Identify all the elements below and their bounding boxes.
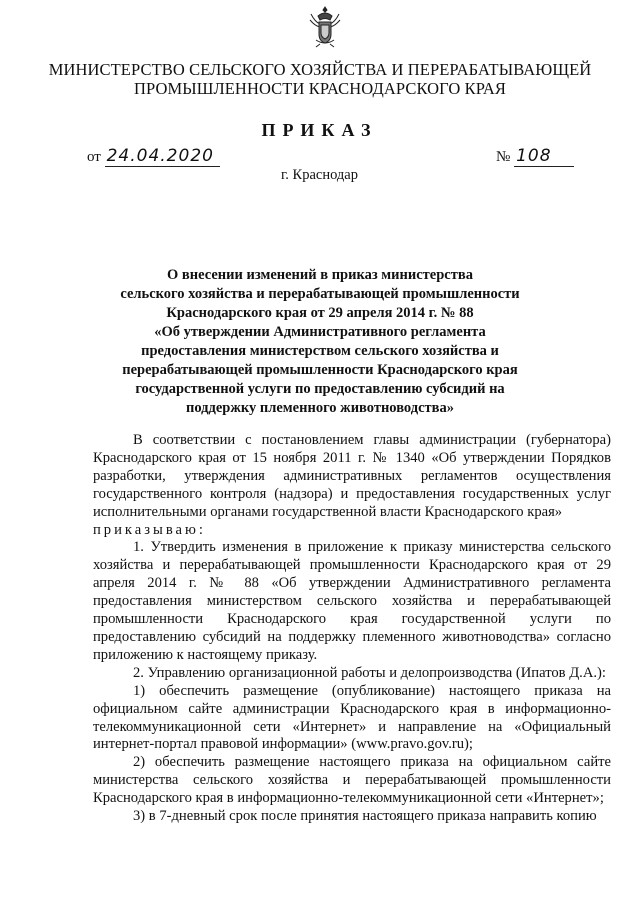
city: г. Краснодар xyxy=(280,167,358,183)
paragraph-2-3: 3) в 7-дневный срок после принятия настоящего приказа направить копию xyxy=(133,808,597,825)
order-title: ПРИКАЗ xyxy=(261,120,378,140)
date-value: 24.04.2020 xyxy=(105,146,220,167)
orders-word: приказываю: xyxy=(93,521,206,538)
paragraph-2: 2. Управлению организационной работы и делопроизводства (Ипатов Д.А.): xyxy=(133,664,606,681)
subject-line: О внесении изменений в приказ министерства xyxy=(167,267,473,283)
ministry-line-1: МИНИСТЕРСТВО СЕЛЬСКОГО ХОЗЯЙСТВА И ПЕРЕРАБАТЫВАЮЩЕЙ xyxy=(48,60,592,79)
paragraph-2-1: 1) обеспечить размещение (опубликование) настоящего приказа на официальном сайте администрации Краснодарского края в информационно-телекоммуникационной сети «Интернет» и направление на «Официальный интернет-портал правовой информации» (www.pravo.gov.ru); xyxy=(93,682,611,753)
order-date xyxy=(87,146,220,167)
order-number xyxy=(496,146,574,167)
order-subject xyxy=(60,266,580,418)
subject-line: сельского хозяйства и перерабатывающей промышленности xyxy=(120,286,520,302)
subject-line: поддержку племенного животноводства» xyxy=(185,400,454,416)
number-prefix: № xyxy=(496,149,511,165)
number-value: 108 xyxy=(514,146,574,167)
subject-line: предоставления министерством сельского хозяйства и xyxy=(141,343,499,359)
paragraph-1: 1. Утвердить изменения в приложение к приказу министерства сельского хозяйства и перерабатывающей промышленности Краснодарского края от 29 апреля 2014 г. № 88 «Об утверждении Административного регламента предоставления министерством сельского хозяйства и перерабатывающей промышленности Краснодарского края государственной услуги по предоставлению субсидий на поддержку племенного животноводства» согласно приложению к настоящему приказу. xyxy=(93,539,611,663)
ministry-name xyxy=(40,60,600,98)
coat-of-arms-icon xyxy=(308,4,342,48)
order-body xyxy=(93,432,611,826)
subject-line: Краснодарского края от 29 апреля 2014 г. № 88 xyxy=(166,305,474,321)
subject-line: перерабатывающей промышленности Краснодарского края xyxy=(122,362,518,378)
subject-line: «Об утверждении Административного регламента xyxy=(154,324,486,340)
date-prefix: от xyxy=(87,149,101,165)
ministry-line-2: ПРОМЫШЛЕННОСТИ КРАСНОДАРСКОГО КРАЯ xyxy=(133,79,507,98)
paragraph-2-2: 2) обеспечить размещение настоящего приказа на официальном сайте министерства сельского хозяйства и перерабатывающей промышленности Краснодарского края в информационно-телекоммуникационной сети «Интернет»; xyxy=(93,754,611,807)
intro-paragraph: В соответствии с постановлением главы администрации (губернатора) Краснодарского края от 15 ноября 2011 г. № 1340 «Об утверждении Порядков разработки, утверждения административных регламентов осуществления государственного контроля (надзора) и предоставления государственных услуг исполнительными органами государственной власти Краснодарского края» xyxy=(93,432,611,520)
subject-line: государственной услуги по предоставлению субсидий на xyxy=(135,381,505,397)
